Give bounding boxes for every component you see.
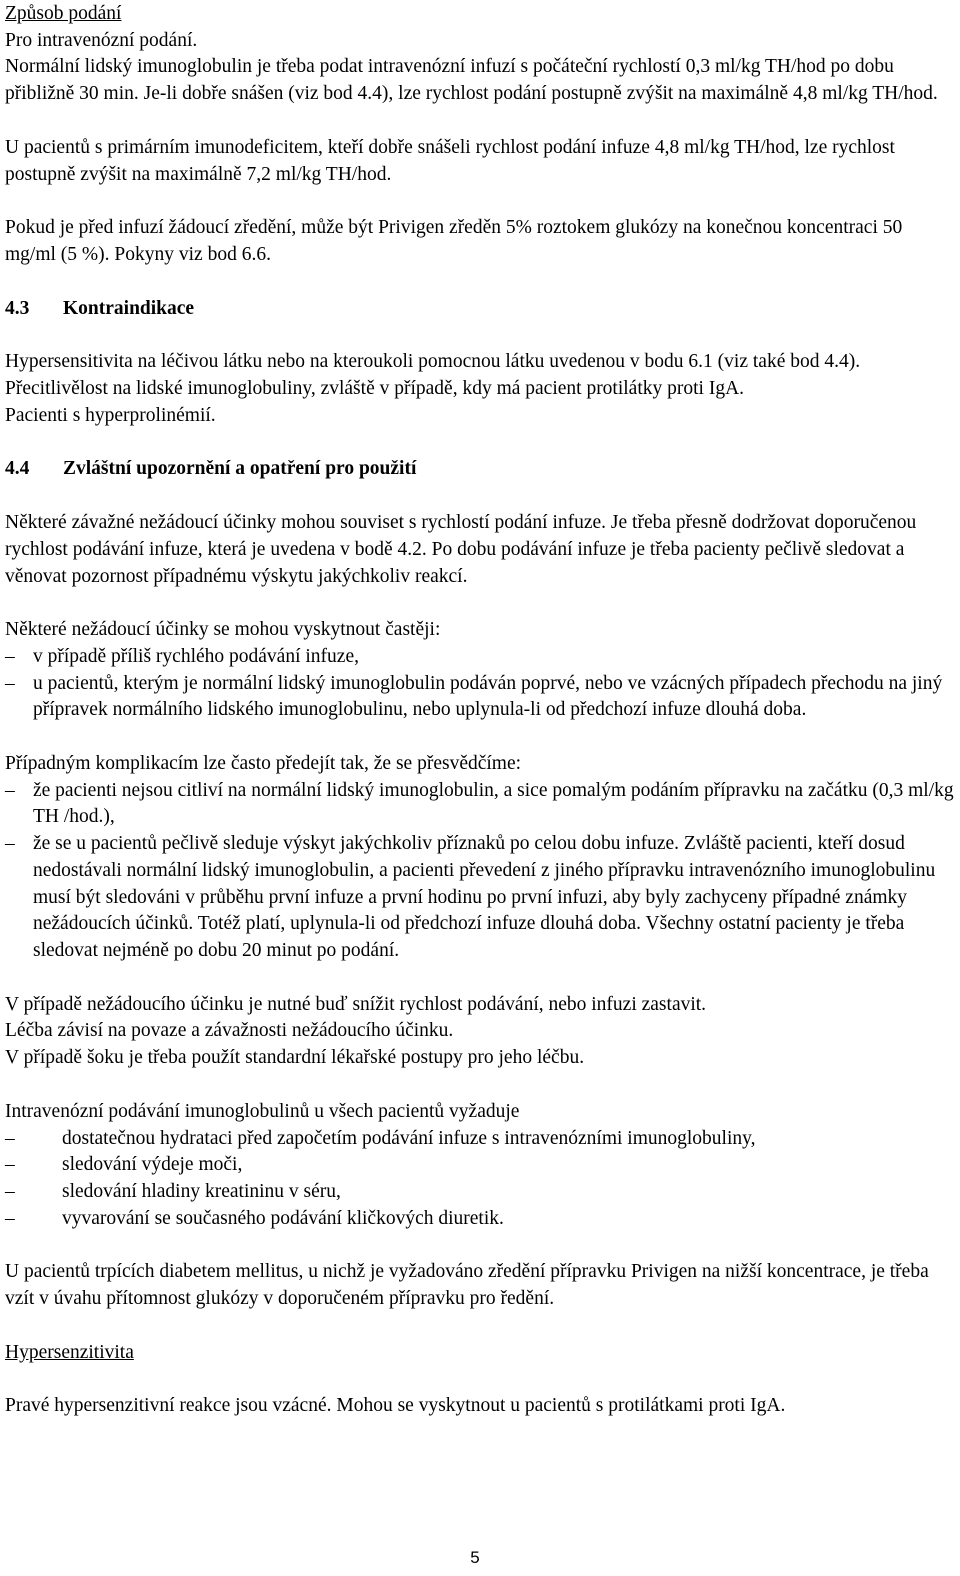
admin-para2: U pacientů s primárním imunodeficitem, kteří dobře snášeli rychlost podání infuze 4,8 ml/kg TH/hod, lze rychlost postupně zvýšit na maximálně 7,2 ml/kg TH/hod. [5, 136, 895, 185]
section-4-3-para1: Hypersensitivita na léčivou látku nebo na kteroukoli pomocnou látku uvedenou v bodu 6.1 (viz také bod 4.4). [5, 351, 861, 373]
dash-bullet: – [5, 1127, 15, 1149]
reaction-line1: V případě nežádoucího účinku je nutné buď snížit rychlost podávání, nebo infuzi zastavit. [5, 993, 707, 1015]
dash-bullet: – [5, 672, 15, 694]
list3-item-2: sledování výdeje moči, [62, 1154, 243, 1176]
list-item [5, 1152, 955, 1179]
admin-title: Způsob podání [5, 3, 122, 24]
hypersensitivity-title: Hypersenzitivita [5, 1341, 134, 1363]
list1-item-2: u pacientů, kterým je normální lidský imunoglobulin podáván poprvé, nebo ve vzácných případech přechodu na jiný přípravek normálního lidského imunoglobulinu, nebo uplynula-li od předchozí infuze dlouhá doba. [33, 672, 943, 721]
list2-item-2: že se u pacientů pečlivě sleduje výskyt jakýchkoliv příznaků po celou dobu infuze. Zvláště pacienti, kteří dosud nedostávali normální lidský imunoglobulin, a pacienti převedení z jiného přípravku intravenózního imunoglobulinu musí být sledováni v průběhu první infuze a první hodinu po první infuzi, aby byly zachyceny případné známky nežádoucích účinků. Totéž platí, uplynula-li od předchozí infuze dlouhá doba. Všechny ostatní pacienty je třeba sledovat nejméně po dobu 20 minut po podání. [33, 833, 936, 961]
list-item [5, 1206, 955, 1233]
admin-line1: Pro intravenózní podání. [5, 29, 198, 51]
admin-para1: Normální lidský imunoglobulin je třeba podat intravenózní infuzí s počáteční rychlostí 0,3 ml/kg TH/hod po dobu přibližně 30 min. Je-li dobře snášen (viz bod 4.4), lze rychlost podání postupně zvýšit na maximálně 4,8 ml/kg TH/hod. [5, 56, 938, 105]
list2-item-1: že pacienti nejsou citliví na normální lidský imunoglobulin, a sice pomalým podáním přípravku na začátku (0,3 ml/kg TH /hod.), [33, 779, 954, 828]
section-4-4-title: Zvláštní upozornění a opatření pro použití [63, 458, 417, 480]
dash-bullet: – [5, 833, 15, 855]
dash-bullet: – [5, 1154, 15, 1176]
list3-item-4: vyvarování se současného podávání kličkových diuretik. [62, 1207, 504, 1229]
admin-para3: Pokud je před infuzí žádoucí zředění, může být Privigen zředěn 5% roztokem glukózy na konečnou koncentraci 50 mg/ml (5 %). Pokyny viz bod 6.6. [5, 217, 903, 265]
dash-bullet: – [5, 779, 15, 801]
list3-intro: Intravenózní podávání imunoglobulinů u všech pacientů vyžaduje [5, 1100, 520, 1122]
dash-bullet: – [5, 1207, 15, 1229]
section-4-4-para1: Některé závažné nežádoucí účinky mohou souviset s rychlostí podání infuze. Je třeba přesně dodržovat doporučenou rychlost podávání infuze, která je uvedena v bodě 4.2. Po dobu podávání infuze je třeba pacienty pečlivě sledovat a věnovat pozornost případnému výskytu jakýchkoliv reakcí. [5, 512, 917, 587]
reaction-line3: V případě šoku je třeba použít standardní lékařské postupy pro jeho léčbu. [5, 1047, 585, 1069]
list1-item-1: v případě příliš rychlého podávání infuze, [33, 645, 359, 667]
diabetes-para: U pacientů trpících diabetem mellitus, u nichž je vyžadováno zředění přípravku Privigen na nižší koncentrace, je třeba vzít v úvahu přítomnost glukózy v doporučeném přípravku pro ředění. [5, 1261, 929, 1310]
dash-bullet: – [5, 645, 15, 667]
list-item [5, 1126, 955, 1153]
list1-intro: Některé nežádoucí účinky se mohou vyskytnout častěji: [5, 619, 441, 641]
list-item [5, 644, 955, 671]
section-4-4-number: 4.4 [5, 458, 30, 480]
list3-item-1: dostatečnou hydrataci před započetím podávání infuze s intravenózními imunoglobuliny, [62, 1127, 756, 1149]
list-item [5, 671, 955, 724]
document-page [5, 1, 955, 1420]
list-item [5, 778, 955, 831]
list-item [5, 831, 955, 965]
list2-intro: Případným komplikacím lze často předejít tak, že se přesvědčíme: [5, 753, 522, 775]
list3-item-3: sledování hladiny kreatininu v séru, [62, 1180, 341, 1202]
dash-bullet: – [5, 1180, 15, 1202]
section-4-3-line2: Přecitlivělost na lidské imunoglobuliny, zvláště v případě, kdy má pacient protilátky proti IgA. [5, 378, 745, 400]
section-4-3-line3: Pacienti s hyperprolinémií. [5, 404, 216, 426]
section-4-3-number: 4.3 [5, 297, 30, 319]
page-number: 5 [470, 1548, 480, 1567]
section-4-4-heading [5, 456, 955, 483]
section-4-3-title: Kontraindikace [63, 297, 195, 319]
hypersensitivity-para: Pravé hypersenzitivní reakce jsou vzácné. Mohou se vyskytnout u pacientů s protilátkami proti IgA. [5, 1395, 786, 1417]
section-4-3-heading [5, 296, 955, 323]
reaction-line2: Léčba závisí na povaze a závažnosti nežádoucího účinku. [5, 1020, 454, 1042]
list-item [5, 1179, 955, 1206]
